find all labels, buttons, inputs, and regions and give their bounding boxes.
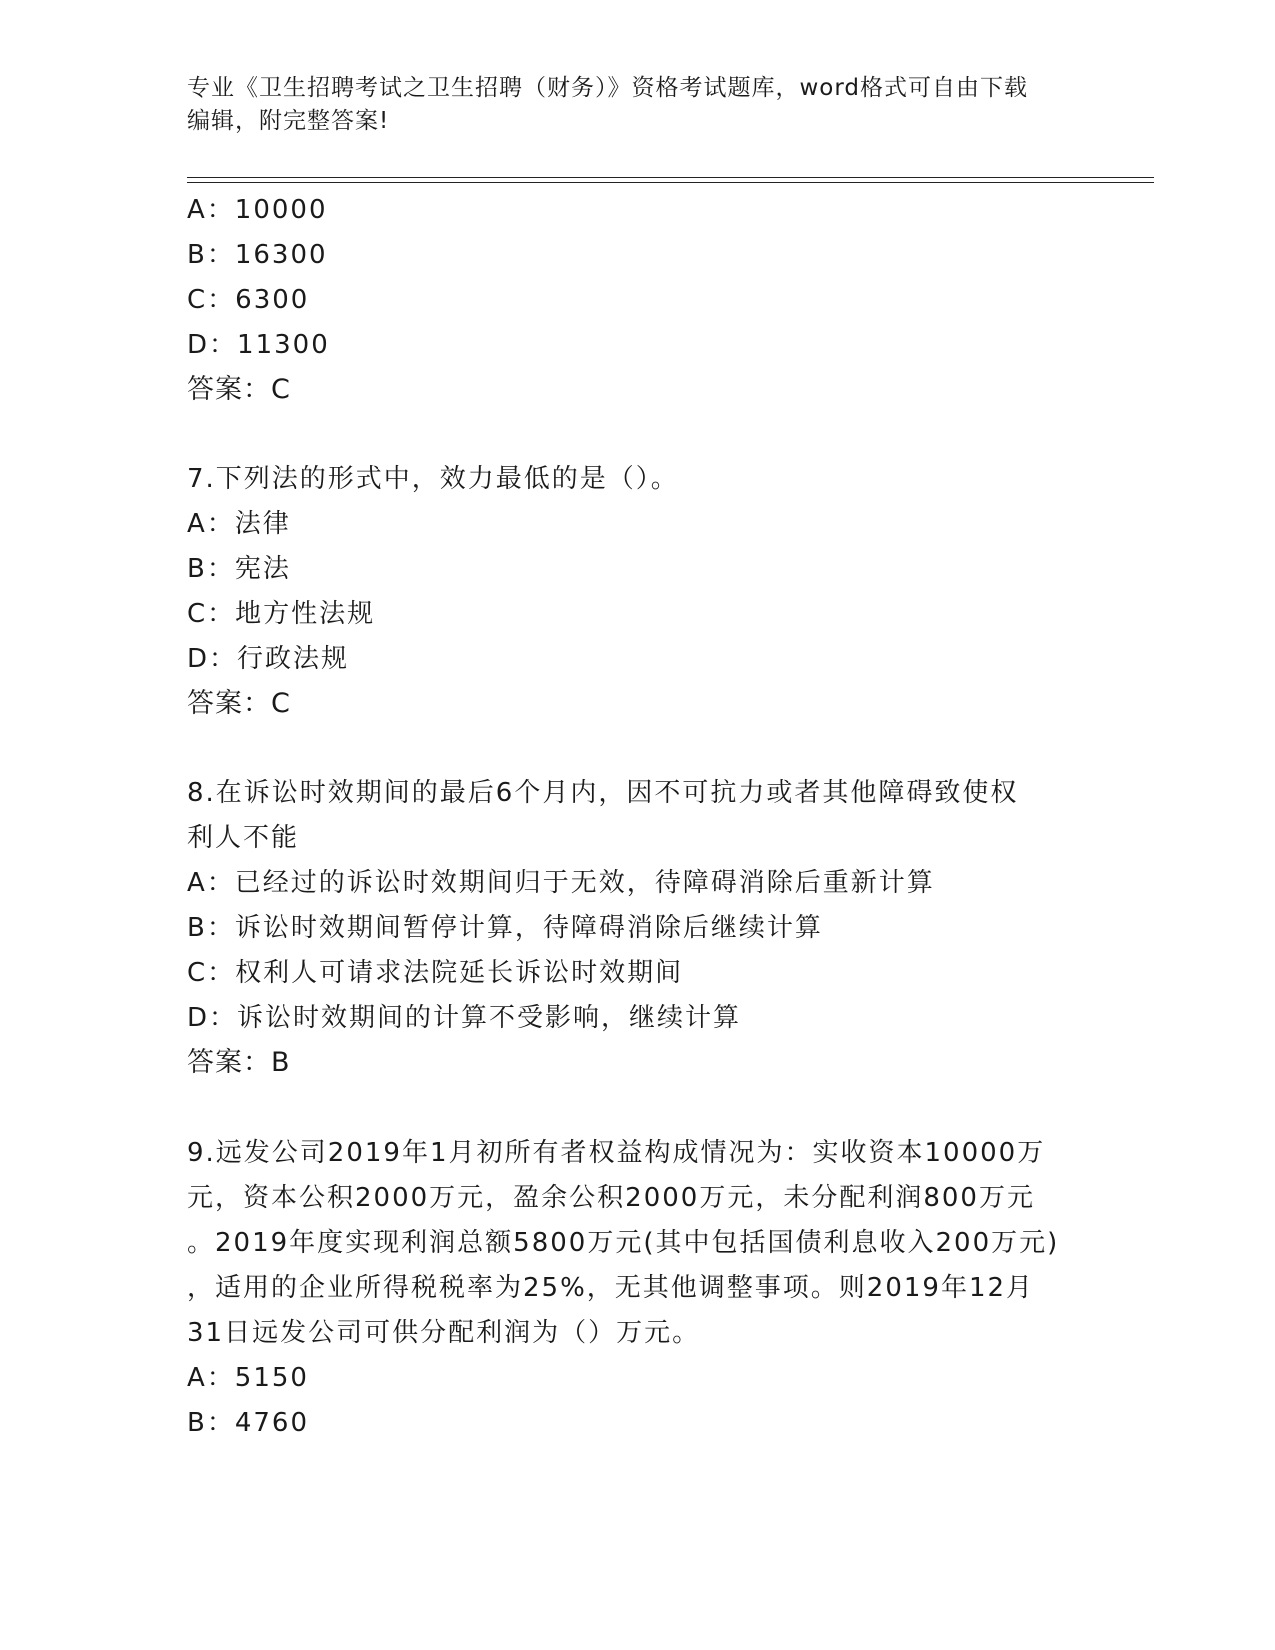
q8-option-b: B：诉讼时效期间暂停计算，待障碍消除后继续计算 [187,913,823,943]
q7-option-c: C：地方性法规 [187,599,376,629]
q7-option-d: D：行政法规 [187,644,350,674]
q8-stem-line-1: 8.在诉讼时效期间的最后6个月内，因不可抗力或者其他障碍致使权 [187,778,1019,808]
q7-answer: 答案：C [187,688,291,719]
header-line-2: 编辑，附完整答案! [187,108,390,134]
header-divider-top [187,177,1154,178]
q6-option-c: C：6300 [187,285,310,315]
q7-stem: 7.下列法的形式中，效力最低的是（）。 [187,464,679,494]
q6-option-b: B：16300 [187,240,328,270]
q9-stem-line-4: ，适用的企业所得税税率为25%，无其他调整事项。则2019年12月 [187,1273,1035,1303]
q7-option-b: B：宪法 [187,554,291,584]
q9-option-b: B：4760 [187,1408,310,1438]
q8-stem-line-2: 利人不能 [187,823,300,853]
q8-option-d: D：诉讼时效期间的计算不受影响，继续计算 [187,1003,742,1033]
q7-option-a: A：法律 [187,509,291,539]
q9-stem-line-5: 31日远发公司可供分配利润为（）万元。 [187,1318,701,1348]
q8-answer: 答案：B [187,1047,291,1078]
q6-answer: 答案：C [187,374,291,405]
q9-stem-line-3: 。2019年度实现利润总额5800万元(其中包括国债利息收入200万元) [187,1228,1060,1258]
q9-option-a: A：5150 [187,1363,309,1393]
q6-option-d: D：11300 [187,330,330,360]
q9-stem-line-2: 元，资本公积2000万元，盈余公积2000万元，未分配利润800万元 [187,1183,1035,1213]
q8-option-c: C：权利人可请求法院延长诉讼时效期间 [187,958,684,988]
q9-stem-line-1: 9.远发公司2019年1月初所有者权益构成情况为：实收资本10000万 [187,1138,1046,1168]
header-line-1: 专业《卫生招聘考试之卫生招聘（财务）》资格考试题库，word格式可自由下载 [187,75,1029,101]
header-divider-bottom [187,182,1154,183]
document-header [187,72,1077,138]
q8-option-a: A：已经过的诉讼时效期间归于无效，待障碍消除后重新计算 [187,868,935,898]
q6-option-a: A：10000 [187,195,328,225]
